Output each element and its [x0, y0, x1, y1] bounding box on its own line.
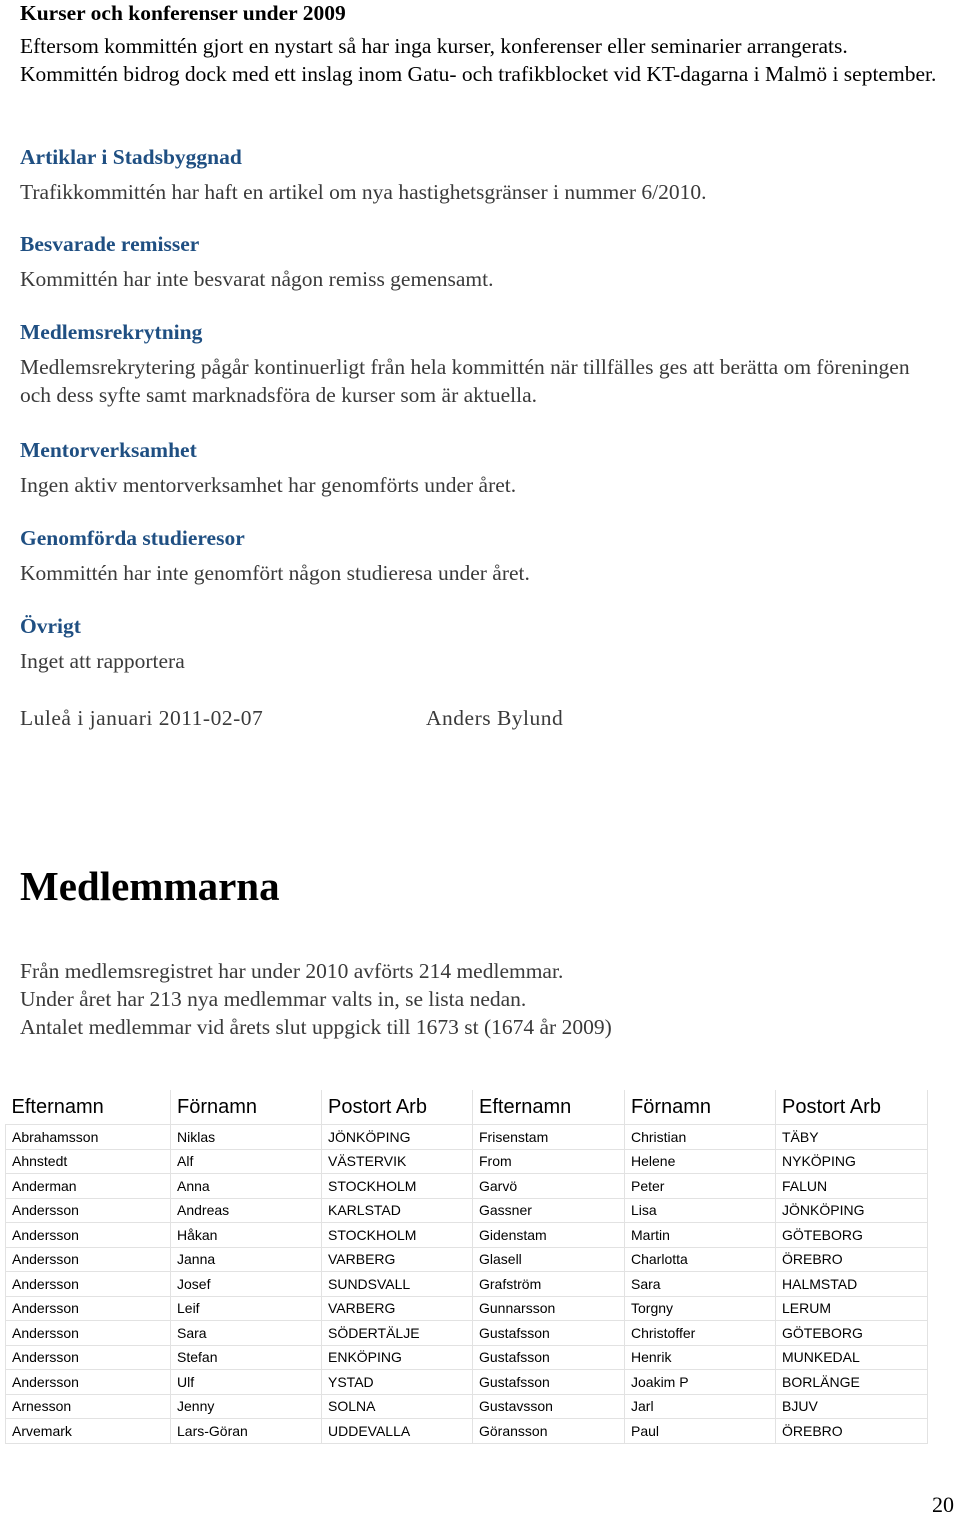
table-row — [6, 1370, 928, 1395]
table-cell: Glasell — [473, 1247, 625, 1272]
table-cell: SOLNA — [322, 1394, 473, 1419]
table-cell: HALMSTAD — [776, 1272, 928, 1297]
column-header: Förnamn — [171, 1090, 322, 1125]
table-row — [6, 1223, 928, 1248]
table-cell: TÄBY — [776, 1125, 928, 1150]
table-cell: Andersson — [6, 1198, 171, 1223]
table-cell: Andersson — [6, 1370, 171, 1395]
table-cell: STOCKHOLM — [322, 1223, 473, 1248]
table-cell: JÖNKÖPING — [776, 1198, 928, 1223]
table-cell: Sara — [625, 1272, 776, 1297]
members-line: Antalet medlemmar vid årets slut uppgick till 1673 st (1674 år 2009) — [20, 1015, 612, 1039]
table-cell: SUNDSVALL — [322, 1272, 473, 1297]
table-cell: YSTAD — [322, 1370, 473, 1395]
table-row — [6, 1345, 928, 1370]
column-header: Förnamn — [625, 1090, 776, 1125]
table-cell: ÖREBRO — [776, 1419, 928, 1444]
signature-place-date: Luleå i januari 2011-02-07 — [20, 706, 264, 730]
section-text: Ingen aktiv mentorverksamhet har genomförts under året. — [20, 473, 517, 497]
members-summary — [20, 957, 612, 1041]
table-cell: Andersson — [6, 1247, 171, 1272]
section-heading: Medlemsrekrytning — [20, 320, 203, 344]
table-cell: Håkan — [171, 1223, 322, 1248]
table-cell: Frisenstam — [473, 1125, 625, 1150]
members-title: Medlemmarna — [20, 863, 280, 909]
table-cell: Anna — [171, 1174, 322, 1199]
section-recruitment — [20, 319, 940, 409]
section-heading: Genomförda studieresor — [20, 526, 245, 550]
table-cell: LERUM — [776, 1296, 928, 1321]
table-row — [6, 1247, 928, 1272]
table-cell: KARLSTAD — [322, 1198, 473, 1223]
section-heading: Mentorverksamhet — [20, 438, 197, 462]
table-cell: BORLÄNGE — [776, 1370, 928, 1395]
section-text: Medlemsrekrytering pågår kontinuerligt från hela kommittén när tillfälles ges att berätta om föreningen och dess syfte samt marknadsföra de kurser som är aktuella. — [20, 355, 910, 407]
table-cell: Lisa — [625, 1198, 776, 1223]
table-cell: MUNKEDAL — [776, 1345, 928, 1370]
members-table — [5, 1090, 928, 1444]
members-line: Från medlemsregistret har under 2010 avförts 214 medlemmar. — [20, 959, 564, 983]
table-cell: Andersson — [6, 1321, 171, 1346]
section-articles — [20, 144, 940, 206]
table-cell: Ulf — [171, 1370, 322, 1395]
section-heading: Artiklar i Stadsbyggnad — [20, 145, 242, 169]
table-cell: Henrik — [625, 1345, 776, 1370]
table-cell: Lars-Göran — [171, 1419, 322, 1444]
table-row — [6, 1174, 928, 1199]
table-cell: UDDEVALLA — [322, 1419, 473, 1444]
table-cell: Göransson — [473, 1419, 625, 1444]
table-cell: Janna — [171, 1247, 322, 1272]
table-cell: Sara — [171, 1321, 322, 1346]
members-line: Under året har 213 nya medlemmar valts in, se lista nedan. — [20, 987, 527, 1011]
section-study-trips — [20, 525, 940, 587]
table-cell: Andersson — [6, 1345, 171, 1370]
table-cell: Gustafsson — [473, 1370, 625, 1395]
table-row — [6, 1321, 928, 1346]
table-cell: Abrahamsson — [6, 1125, 171, 1150]
table-cell: Andersson — [6, 1272, 171, 1297]
signature-name: Anders Bylund — [426, 706, 564, 730]
column-header: Efternamn — [6, 1090, 171, 1125]
table-cell: Gustafsson — [473, 1321, 625, 1346]
table-cell: Helene — [625, 1149, 776, 1174]
column-header: Postort Arb — [322, 1090, 473, 1125]
table-row — [6, 1125, 928, 1150]
section-text: Trafikkommittén har haft en artikel om nya hastighetsgränser i nummer 6/2010. — [20, 180, 707, 204]
table-cell: Gunnarsson — [473, 1296, 625, 1321]
table-cell: Christian — [625, 1125, 776, 1150]
section-mentor — [20, 437, 940, 499]
section-other — [20, 613, 940, 675]
table-cell: Charlotta — [625, 1247, 776, 1272]
table-row — [6, 1198, 928, 1223]
table-row — [6, 1272, 928, 1297]
table-header-row — [6, 1090, 928, 1125]
column-header: Efternamn — [473, 1090, 625, 1125]
table-cell: Gidenstam — [473, 1223, 625, 1248]
table-cell: Torgny — [625, 1296, 776, 1321]
table-cell: Leif — [171, 1296, 322, 1321]
table-cell: Niklas — [171, 1125, 322, 1150]
table-cell: Josef — [171, 1272, 322, 1297]
table-cell: Grafström — [473, 1272, 625, 1297]
column-header: Postort Arb — [776, 1090, 928, 1125]
section-heading: Besvarade remisser — [20, 232, 200, 256]
table-cell: GÖTEBORG — [776, 1321, 928, 1346]
table-row — [6, 1419, 928, 1444]
table-cell: Paul — [625, 1419, 776, 1444]
table-cell: Ahnstedt — [6, 1149, 171, 1174]
table-cell: Anderman — [6, 1174, 171, 1199]
table-cell: Garvö — [473, 1174, 625, 1199]
table-cell: STOCKHOLM — [322, 1174, 473, 1199]
table-cell: VARBERG — [322, 1296, 473, 1321]
table-cell: Gustafsson — [473, 1345, 625, 1370]
table-cell: VÄSTERVIK — [322, 1149, 473, 1174]
table-cell: ENKÖPING — [322, 1345, 473, 1370]
table-cell: Jenny — [171, 1394, 322, 1419]
section-heading: Kurser och konferenser under 2009 — [20, 1, 346, 25]
table-row — [6, 1296, 928, 1321]
table-cell: Jarl — [625, 1394, 776, 1419]
table-cell: Martin — [625, 1223, 776, 1248]
table-cell: Stefan — [171, 1345, 322, 1370]
section-text: Kommittén har inte besvarat någon remiss gemensamt. — [20, 267, 494, 291]
table-cell: Andreas — [171, 1198, 322, 1223]
section-text: Eftersom kommittén gjort en nystart så har inga kurser, konferenser eller seminarier arrangerats. Kommittén bidrog dock med ett inslag inom Gatu- och trafikblocket vid KT-dagarna i Malmö i september. — [20, 34, 937, 86]
table-cell: Peter — [625, 1174, 776, 1199]
table-cell: VARBERG — [322, 1247, 473, 1272]
section-heading: Övrigt — [20, 614, 81, 638]
table-cell: Arvemark — [6, 1419, 171, 1444]
table-cell: FALUN — [776, 1174, 928, 1199]
table-cell: SÖDERTÄLJE — [322, 1321, 473, 1346]
table-cell: ÖREBRO — [776, 1247, 928, 1272]
table-cell: From — [473, 1149, 625, 1174]
table-cell: JÖNKÖPING — [322, 1125, 473, 1150]
section-text: Kommittén har inte genomfört någon studieresa under året. — [20, 561, 530, 585]
table-cell: Andersson — [6, 1296, 171, 1321]
table-cell: Andersson — [6, 1223, 171, 1248]
table-cell: Alf — [171, 1149, 322, 1174]
table-cell: Gustavsson — [473, 1394, 625, 1419]
table-cell: Gassner — [473, 1198, 625, 1223]
table-cell: Arnesson — [6, 1394, 171, 1419]
table-cell: NYKÖPING — [776, 1149, 928, 1174]
table-cell: GÖTEBORG — [776, 1223, 928, 1248]
table-cell: Christoffer — [625, 1321, 776, 1346]
page-number: 20 — [932, 1492, 954, 1517]
section-text: Inget att rapportera — [20, 649, 185, 673]
table-row — [6, 1394, 928, 1419]
table-cell: Joakim P — [625, 1370, 776, 1395]
table-row — [6, 1149, 928, 1174]
section-courses — [20, 0, 940, 88]
table-cell: BJUV — [776, 1394, 928, 1419]
section-remisser — [20, 231, 940, 293]
